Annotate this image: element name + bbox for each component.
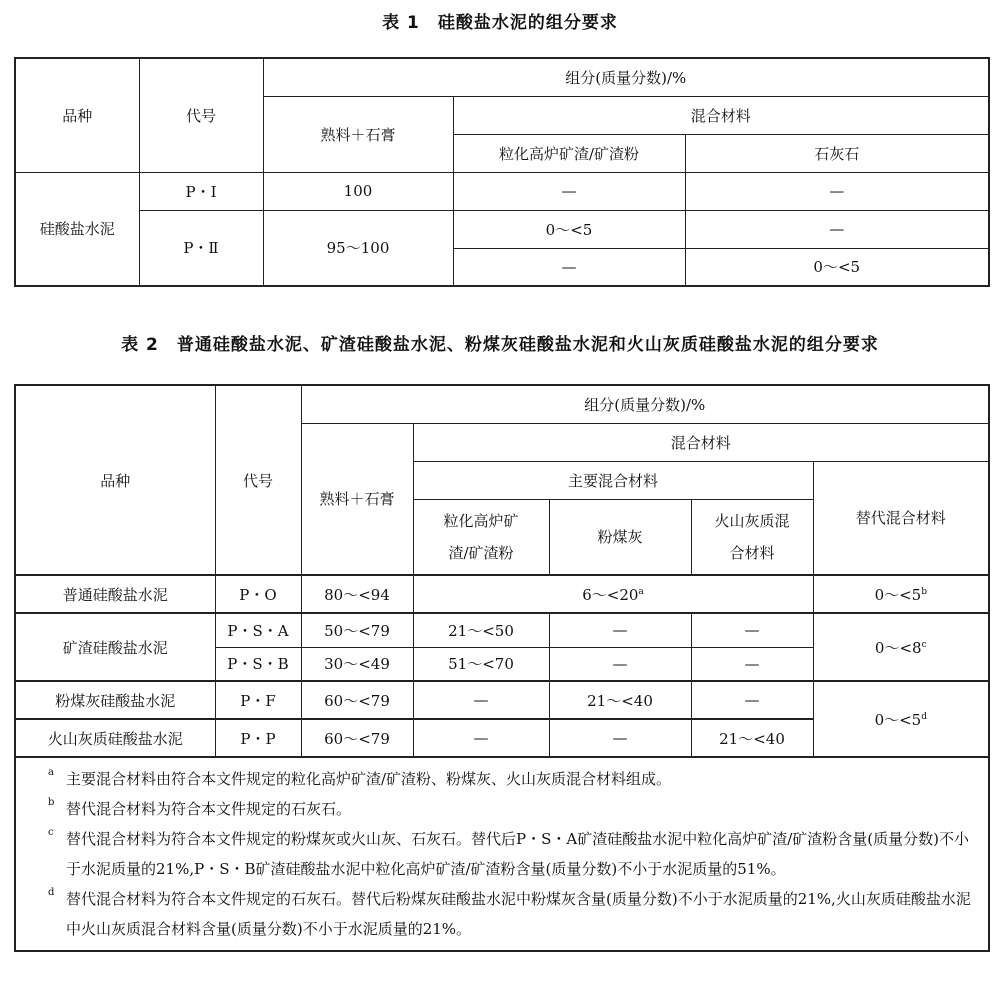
footnote-mark: a — [48, 767, 54, 778]
t2-fly-ash: 21～<40 — [549, 681, 691, 719]
footnote-mark: c — [48, 827, 54, 838]
t2-variety: 矿渣硅酸盐水泥 — [15, 613, 215, 681]
t2-pozzolan: — — [691, 613, 813, 647]
t2-fly-ash: — — [549, 647, 691, 681]
table2 — [14, 384, 990, 952]
t2-code: P・S・B — [215, 647, 301, 681]
footnote-text: 主要混合材料由符合本文件规定的粒化高炉矿渣/矿渣粉、粉煤灰、火山灰质混合材料组成。 — [66, 770, 672, 788]
t2-code: P・P — [215, 719, 301, 757]
t2-header-pozzolan — [691, 499, 813, 575]
t2-substitute — [813, 575, 989, 613]
t2-clinker: 50～<79 — [301, 613, 413, 647]
t2-substitute — [813, 681, 989, 757]
t1-limestone: — — [685, 172, 989, 210]
t2-sub-value: 0～<5 — [874, 585, 922, 604]
t2-pozzolan: — — [691, 647, 813, 681]
table1 — [14, 57, 990, 287]
t2-clinker: 60～<79 — [301, 681, 413, 719]
footnote — [48, 884, 976, 944]
t1-code: P・Ⅰ — [139, 172, 263, 210]
footnote-ref: a — [638, 586, 644, 597]
table1-caption: 表 1 硅酸盐水泥的组分要求 — [382, 13, 618, 33]
t1-header-limestone: 石灰石 — [685, 134, 989, 172]
t2-variety: 普通硅酸盐水泥 — [15, 575, 215, 613]
t2-code: P・O — [215, 575, 301, 613]
t2-variety: 火山灰质硅酸盐水泥 — [15, 719, 215, 757]
t2-header-composition: 组分(质量分数)/% — [301, 385, 989, 423]
t2-header-main-mixed: 主要混合材料 — [413, 461, 813, 499]
t2-fly-ash: — — [549, 613, 691, 647]
t2-sub-value: 0～<8 — [874, 638, 922, 657]
t2-header-variety: 品种 — [15, 385, 215, 575]
t1-limestone: — — [685, 210, 989, 248]
footnote-text: 替代混合材料为符合本文件规定的石灰石。替代后粉煤灰硅酸盐水泥中粉煤灰含量(质量分数)不小于水泥质量的21%,火山灰质硅酸盐水泥中火山灰质混合材料含量(质量分数)不小于水泥质量的21%。 — [66, 890, 971, 938]
t1-slag: — — [453, 248, 685, 286]
t2-slag: 51～<70 — [413, 647, 549, 681]
footnote-text: 替代混合材料为符合本文件规定的粉煤灰或火山灰、石灰石。替代后P・S・A矿渣硅酸盐水泥中粒化高炉矿渣/矿渣粉含量(质量分数)不小于水泥质量的21%,P・S・B矿渣硅酸盐水泥中粒化高炉矿渣/矿渣粉含量(质量分数)不小于水泥质量的51%。 — [66, 830, 969, 878]
t2-slag: — — [413, 681, 549, 719]
t2-main-value: 6～<20 — [582, 585, 639, 604]
t2-pozzolan: — — [691, 681, 813, 719]
footnotes — [15, 757, 989, 951]
t1-variety: 硅酸盐水泥 — [15, 172, 139, 286]
t2-sub-value: 0～<5 — [874, 710, 922, 729]
footnote — [48, 764, 976, 794]
t2-header-substitute-text: 替代混合材料 — [855, 508, 946, 527]
t2-variety: 粉煤灰硅酸盐水泥 — [15, 681, 215, 719]
t2-clinker: 80～<94 — [301, 575, 413, 613]
footnote-ref: c — [921, 639, 927, 650]
t2-clinker: 30～<49 — [301, 647, 413, 681]
t1-header-clinker: 熟料＋石膏 — [263, 96, 453, 172]
t2-code: P・S・A — [215, 613, 301, 647]
footnote-mark: b — [48, 797, 55, 808]
t1-header-variety: 品种 — [15, 58, 139, 172]
footnote-ref: d — [921, 711, 927, 722]
t2-clinker: 60～<79 — [301, 719, 413, 757]
t1-limestone: 0～<5 — [685, 248, 989, 286]
t1-header-slag: 粒化高炉矿渣/矿渣粉 — [453, 134, 685, 172]
t1-header-code: 代号 — [139, 58, 263, 172]
t2-fly-ash: — — [549, 719, 691, 757]
table2-caption: 表 2 普通硅酸盐水泥、矿渣硅酸盐水泥、粉煤灰硅酸盐水泥和火山灰质硅酸盐水泥的组分要求 — [121, 335, 879, 355]
t2-header-mixed: 混合材料 — [413, 423, 989, 461]
t2-header-pozzolan-text: 火山灰质混合材料 — [714, 511, 790, 562]
t2-header-fly-ash: 粉煤灰 — [549, 499, 691, 575]
footnote — [48, 824, 976, 884]
t1-code: P・Ⅱ — [139, 210, 263, 286]
t2-pozzolan: 21～<40 — [691, 719, 813, 757]
t2-slag: — — [413, 719, 549, 757]
t1-slag: — — [453, 172, 685, 210]
t2-header-substitute — [813, 461, 989, 575]
t2-substitute — [813, 613, 989, 681]
t2-header-clinker: 熟料＋石膏 — [301, 423, 413, 575]
t2-header-slag — [413, 499, 549, 575]
t1-header-composition: 组分(质量分数)/% — [263, 58, 989, 96]
t1-clinker: 95～100 — [263, 210, 453, 286]
footnote — [48, 794, 976, 824]
t1-header-mixed: 混合材料 — [453, 96, 989, 134]
t1-clinker: 100 — [263, 172, 453, 210]
footnote-text: 替代混合材料为符合本文件规定的石灰石。 — [66, 800, 352, 818]
t2-slag: 21～<50 — [413, 613, 549, 647]
footnote-mark: d — [48, 887, 55, 898]
footnote-ref: b — [921, 586, 927, 597]
t2-header-slag-text: 粒化高炉矿渣/矿渣粉 — [443, 511, 519, 562]
t1-slag: 0～<5 — [453, 210, 685, 248]
t2-header-code: 代号 — [215, 385, 301, 575]
t2-code: P・F — [215, 681, 301, 719]
t2-main-mixed — [413, 575, 813, 613]
